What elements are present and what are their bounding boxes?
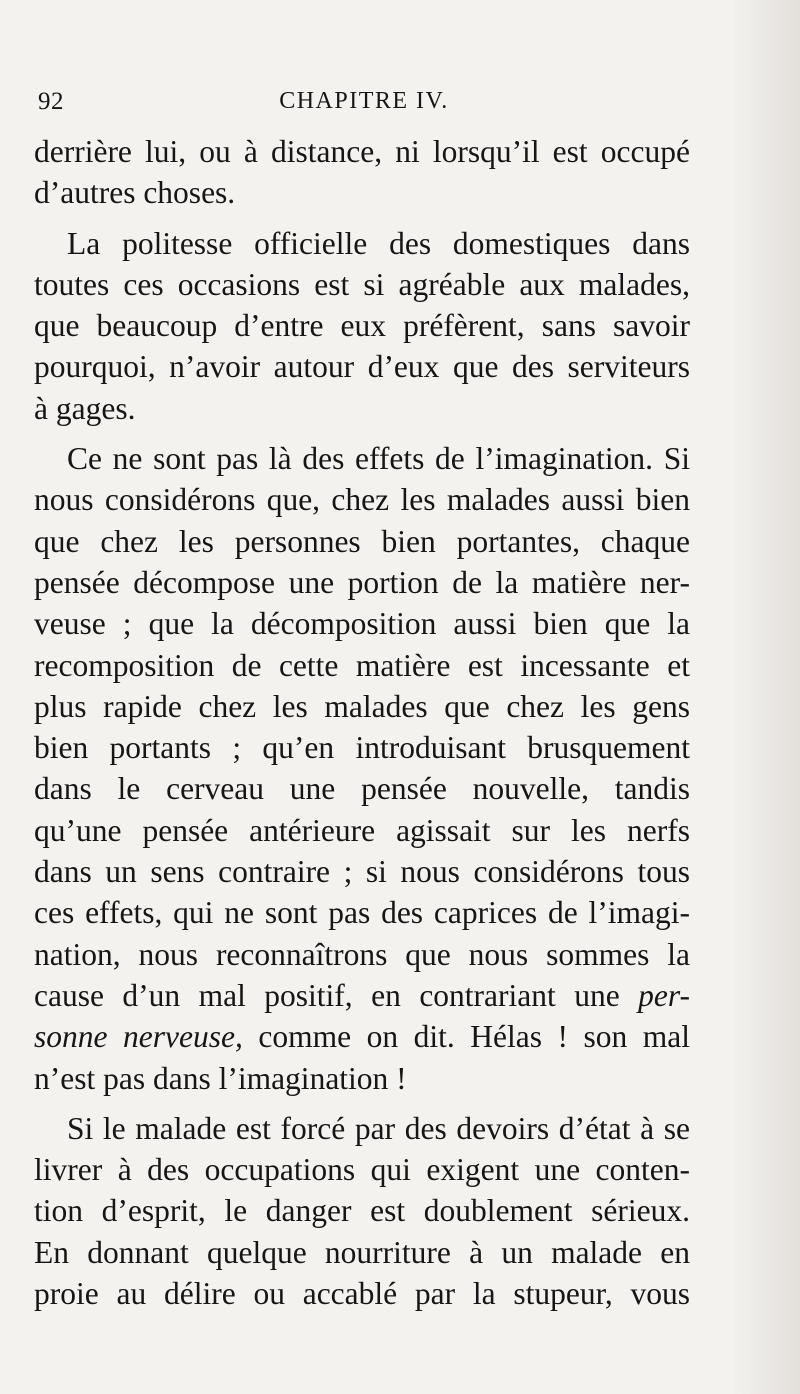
text-line: toutes ces occasions est si agréable aux malades,	[34, 266, 690, 302]
text-line: pensée décompose une portion de la matière ner-	[34, 564, 690, 600]
text-line: La politesse officielle des domestiques dans	[67, 225, 690, 261]
italic-term: sonne nerveuse,	[34, 1019, 243, 1055]
text-line: que chez les personnes bien portantes, chaque	[34, 523, 690, 559]
text-line: Ce ne sont pas là des effets de l’imagination. Si	[67, 441, 690, 477]
text-line: plus rapide chez les malades que chez les gens	[34, 688, 690, 724]
text-line: veuse ; que la décomposition aussi bien que la	[34, 606, 690, 642]
text-line: ces effets, qui ne sont pas des caprices de l’imagi-	[34, 895, 690, 931]
text-line: n’est pas dans l’imagination !	[34, 1060, 407, 1096]
text-line: tion d’esprit, le danger est doublement sérieux.	[34, 1193, 690, 1229]
text-line-mixed	[34, 1016, 690, 1057]
text-line: derrière lui, ou à distance, ni lorsqu’il est occupé	[34, 134, 690, 169]
text-line: pourquoi, n’avoir autour d’eux que des serviteurs	[34, 349, 690, 385]
text-line: dans un sens contraire ; si nous considérons tous	[34, 854, 690, 890]
text-line: livrer à des occupations qui exigent une conten-	[34, 1152, 690, 1188]
text-line: dans le cerveau une pensée nouvelle, tandis	[34, 771, 690, 807]
page-number: 92	[38, 88, 64, 115]
running-head: CHAPITRE IV.	[279, 88, 449, 114]
text-line: En donnant quelque nourriture à un malade en	[34, 1234, 690, 1270]
text-line: Si le malade est forcé par des devoirs d’état à se	[67, 1110, 690, 1146]
text-line: nation, nous reconnaîtrons que nous sommes la	[34, 936, 690, 972]
page-header	[38, 88, 690, 124]
text-line: recomposition de cette matière est incessante et	[34, 647, 690, 683]
italic-term: per-	[638, 977, 691, 1013]
page-edge-shading	[730, 0, 800, 1394]
text-line: proie au délire ou accablé par la stupeur, vous	[34, 1276, 690, 1312]
text-line: d’autres choses.	[34, 175, 236, 211]
text-line: qu’une pensée antérieure agissait sur les nerfs	[34, 812, 690, 848]
text-line-mixed	[34, 975, 690, 1016]
text-line: nous considérons que, chez les malades aussi bien	[34, 482, 690, 518]
text-line: que beaucoup d’entre eux préfèrent, sans savoir	[34, 308, 690, 344]
text-segment: comme on dit. Hélas ! son mal	[258, 1019, 690, 1055]
text-line: bien portants ; qu’en introduisant brusquement	[34, 730, 690, 766]
text-segment: cause d’un mal positif, en contrariant une	[34, 977, 620, 1013]
text-line: à gages.	[34, 390, 136, 426]
body-text	[34, 131, 690, 1314]
